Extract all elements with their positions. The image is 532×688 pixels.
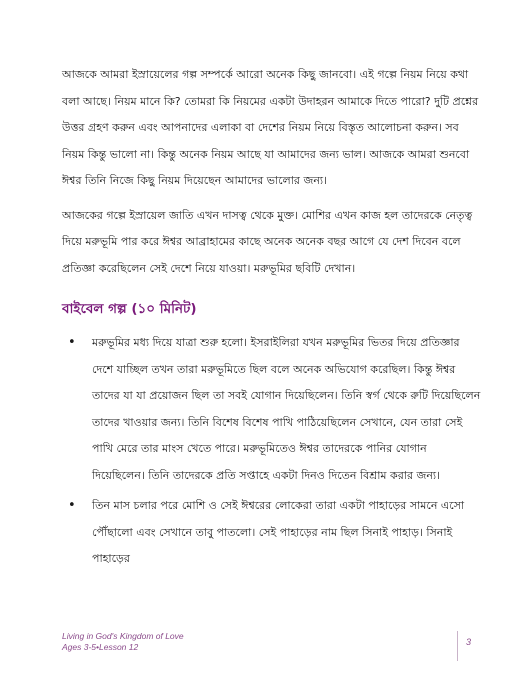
bullet-item — [62, 330, 482, 489]
footer-subtitle: Ages 3-5•Lesson 12 — [62, 642, 139, 652]
bullet-text: তিন মাস চলার পরে মোশি ও সেই ঈশ্বরের লোকেরা তারা একটা পাহাড়ের সামনে এসো পৌঁছালো এবং সেখানে তাবু পাতলো। সেই পাহাড়ের নাম ছিল সিনাই পাহাড়। সিনাই পাহাড়ের — [92, 499, 465, 565]
bullet-icon: • — [68, 335, 76, 350]
page-footer — [62, 631, 472, 665]
page-number: 3 — [466, 637, 472, 647]
page-content — [62, 62, 482, 577]
story-bullet-list — [62, 330, 482, 573]
bullet-icon: • — [68, 498, 76, 513]
context-paragraph: আজকের গল্পে ইস্রায়েল জাতি এখন দাসত্ব থেকে মুক্ত। মোশির এখন কাজ হল তাদেরকে নেতৃত্ব দিয়ে মরুভূমি পার করে ঈশ্বর আব্রাহামের কাছে অনেক অনেক বছর আগে যে দেশ দিবেন বলে প্রতিজ্ঞা করেছিলেন সেই দেশে নিয়ে যাওয়া। মরুভূমির ছবিটি দেখান। — [62, 208, 473, 275]
footer-title: Living in God's Kingdom of Love — [62, 631, 184, 641]
section-heading: বাইবেল গল্প (১০ মিনিট) — [62, 301, 197, 317]
footer-divider — [457, 631, 458, 661]
bullet-text: মরুভূমির মধ্য দিয়ে যাত্রা শুরু হলো। ইসরাইলিরা যখন মরুভূমির ভিতর দিয়ে প্রতিজ্ঞার দেশে যাচ্ছিল তখন তারা মরুভূমিতে ছিল বলে অনেক অভিযোগ করেছিল। কিন্তু ঈশ্বর তাদের যা যা প্রয়োজন ছিল তা সবই যোগান দিয়েছিলেন। তিনি স্বর্গ থেকে রুটি দিয়েছিলেন তাদের খাওয়ার জন্য। তিনি বিশেষ বিশেষ পাখি পাঠিয়েছিলেন সেখানে, যেন তারা সেই পাখি মেরে তার মাংস খেতে পারে। মরুভূমিতেও ঈশ্বর তাদেরকে পানির যোগান দিয়েছিলেন। তিনি তাদেরকে প্রতি সপ্তাহে একটা দিনও দিতেন বিশ্রাম করার জন্য। — [92, 336, 481, 482]
bullet-item — [62, 493, 482, 573]
intro-paragraph: আজকে আমরা ইস্রায়েলের গল্প সম্পর্কে আরো অনেক কিছু জানবো। এই গল্পে নিয়ম নিয়ে কথা বলা আছে। নিয়ম মানে কি? তোমরা কি নিয়মের একটা উদাহরন আমাকে দিতে পারো? দুটি প্রশ্নের উত্তর গ্রহণ করুন এবং আপনাদের এলাকা বা দেশের নিয়ম নিয়ে বিস্তৃত আলোচনা করুন। সব নিয়ম কিন্তু ভালো না। কিন্তু অনেক নিয়ম আছে যা আমাদের জন্য ভাল। আজকে আমরা শুনবো ঈশ্বর তিনি নিজে কিছু নিয়ম দিয়েছেন আমাদের ভালোর জন্য। — [62, 68, 479, 187]
